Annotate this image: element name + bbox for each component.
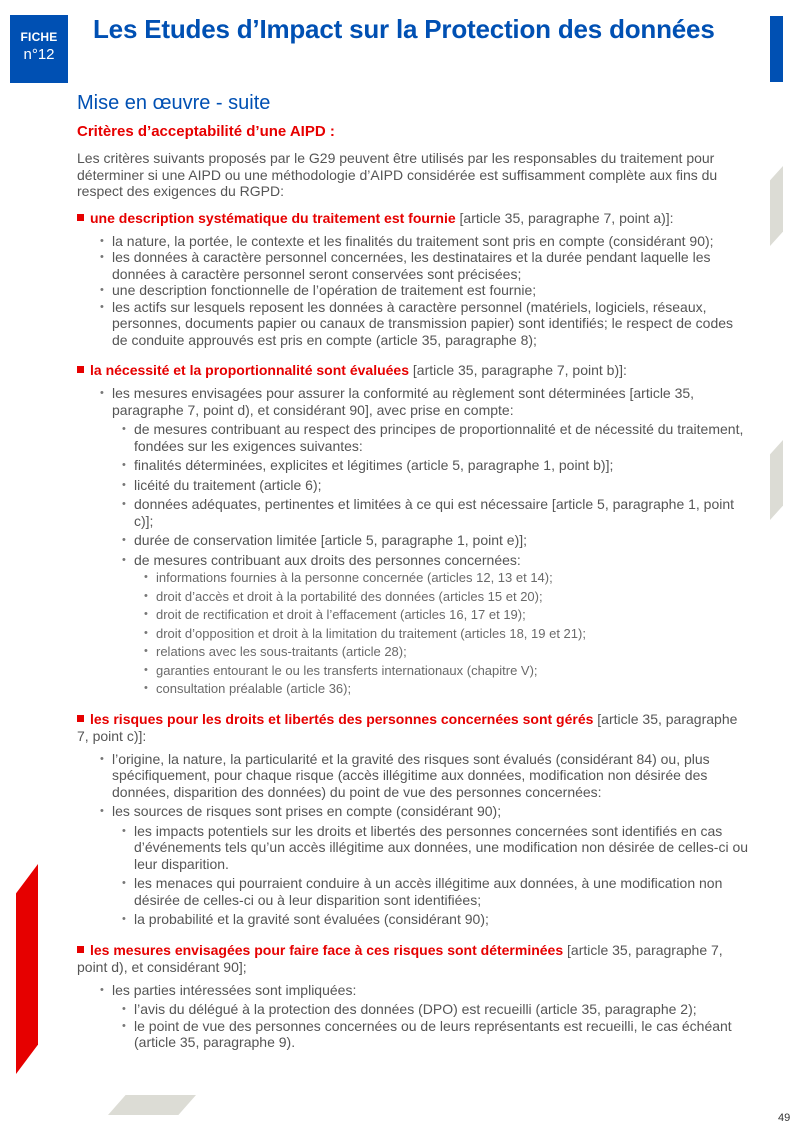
criterion-description [77,210,749,349]
list-item: • finalités déterminées, explicites et légitimes (article 5, paragraphe 1, point b)]; [134,457,749,474]
criterion-title [77,210,749,227]
square-bullet-icon [77,946,84,953]
criterion-risks [77,711,749,928]
sub-sub-items [134,570,749,697]
list-item: • informations fournies à la personne concernée (articles 12, 13 et 14); [156,570,749,586]
list-item: • l’origine, la nature, la particularité et la gravité des risques sont évalués (considérant 84) ou, plus spécifiquement, pour chaque risque (accès illégitime aux données, modification non désirée des données, disparition des données) du point de vue des personnes concernées: [112,751,749,801]
list-item: • consultation préalable (article 36); [156,681,749,697]
list-item: • de mesures contribuant au respect des principes de proportionnalité et de nécessité du traitement, fondées sur les exigences suivantes: [134,421,749,454]
criterion-items [77,233,749,349]
criterion-reference: [article 35, paragraphe 7, point d), et considérant 90]; [77,941,723,975]
criterion-reference: [article 35, paragraphe 7, point c)]: [77,710,738,744]
criterion-lead: la nécessité et la proportionnalité sont évaluées [90,362,409,378]
fiche-badge [10,15,68,83]
list-item [112,982,749,1051]
criterion-reference: [article 35, paragraphe 7, point a)]: [455,209,674,226]
list-item: • les menaces qui pourraient conduire à un accès illégitime aux données, à une modification non désirée de celles-ci ou à leur disparition sont identifiées; [134,875,749,908]
list-item: • données adéquates, pertinentes et limitées à ce qui est nécessaire [article 5, paragraphe 1, point c)]; [134,496,749,529]
criterion-necessity [77,362,749,697]
square-bullet-icon [77,715,84,722]
list-item-text: de mesures contribuant aux droits des personnes concernées: [134,551,521,568]
criterion-items [77,385,749,697]
criterion-reference: [article 35, paragraphe 7, point b)]: [409,362,627,378]
list-item: • droit d’opposition et droit à la limitation du traitement (articles 18, 19 et 21); [156,626,749,642]
square-bullet-icon [77,214,84,221]
decorative-grey-shape [108,1095,196,1115]
list-item [112,385,749,697]
list-item: • les actifs sur lesquels reposent les données à caractère personnel (matériels, logiciels, réseaux, personnes, documents papier ou canaux de transmission papier) sont identifiés; le respect de codes de conduite approuvés est pris en compte (article 35, paragraphe 8); [112,299,749,349]
square-bullet-icon [77,366,84,373]
page-number: 49 [778,1112,791,1124]
intro-paragraph: Les critères suivants proposés par le G29 peuvent être utilisés par les responsables du traitement pour déterminer si une AIPD ou une méthodologie d’AIPD considérée est suffisamment complète aux fins du respect des exigences du RGPD: [77,150,718,199]
criterion-lead: une description systématique du traitement est fournie [90,209,456,226]
list-item: • une description fonctionnelle de l’opération de traitement est fournie; [112,282,749,299]
list-item: • durée de conservation limitée [article 5, paragraphe 1, point e)]; [134,532,749,549]
criterion-items [77,751,749,928]
list-item: • relations avec les sous-traitants (article 28); [156,644,749,660]
list-item: • la probabilité et la gravité sont évaluées (considérant 90); [134,911,749,928]
list-item-text: les mesures envisagées pour assurer la conformité au règlement sont déterminées [article 35, paragraphe 7, point d), et considérant 90], avec prise en compte: [112,385,695,418]
criterion-lead: les risques pour les droits et libertés des personnes concernées sont gérés [90,710,594,727]
header-accent-bar [770,16,783,82]
list-item: • l’avis du délégué à la protection des données (DPO) est recueilli (article 35, paragraphe 2); [134,1001,749,1018]
criterion-title [77,942,749,976]
sub-items [112,421,749,697]
list-item-text: les parties intéressées sont impliquées: [112,981,357,998]
list-item [134,552,749,697]
list-item: • garanties entourant le ou les transferts internationaux (chapitre V); [156,663,749,679]
list-item: • le point de vue des personnes concernées ou de leurs représentants est recueilli, le cas échéant (article 35, paragraphe 9). [134,1018,749,1051]
criterion-lead: les mesures envisagées pour faire face à ces risques sont déterminées [90,941,564,958]
list-item: • les impacts potentiels sur les droits et libertés des personnes concernées sont identifiés en cas d’événements tels qu’un accès illégitime aux données, une modification non désirée de celles-ci ou leur disparition. [134,823,749,873]
criterion-title [77,362,749,379]
criteria-heading: Critères d’acceptabilité d’une AIPD : [77,123,335,140]
list-item: • la nature, la portée, le contexte et les finalités du traitement sont pris en compte (considérant 90); [112,233,749,250]
list-item: • droit d’accès et droit à la portabilité des données (articles 15 et 20); [156,589,749,605]
sub-items [112,823,749,928]
criterion-measures [77,942,749,1051]
list-item: • droit de rectification et droit à l’effacement (articles 16, 17 et 19); [156,607,749,623]
page-content [77,92,749,1051]
fiche-number: n°12 [23,46,55,63]
criterion-items [77,982,749,1051]
decorative-red-shape [16,864,38,1074]
list-item-text: les sources de risques sont prises en compte (considérant 90); [112,803,502,819]
section-heading: Mise en œuvre - suite [77,92,271,114]
decorative-grey-shape [770,440,783,520]
decorative-grey-shape [770,166,783,246]
fiche-label: FICHE [20,30,58,44]
page-title: Les Etudes d’Impact sur la Protection des données [93,14,715,44]
criterion-title [77,711,749,745]
list-item: • les données à caractère personnel concernées, les destinataires et la durée pendant laquelle les données à caractère personnel seront conservées sont précisées; [112,249,749,282]
list-item: • licéité du traitement (article 6); [134,477,749,494]
list-item [112,803,749,928]
sub-items [112,1001,749,1051]
